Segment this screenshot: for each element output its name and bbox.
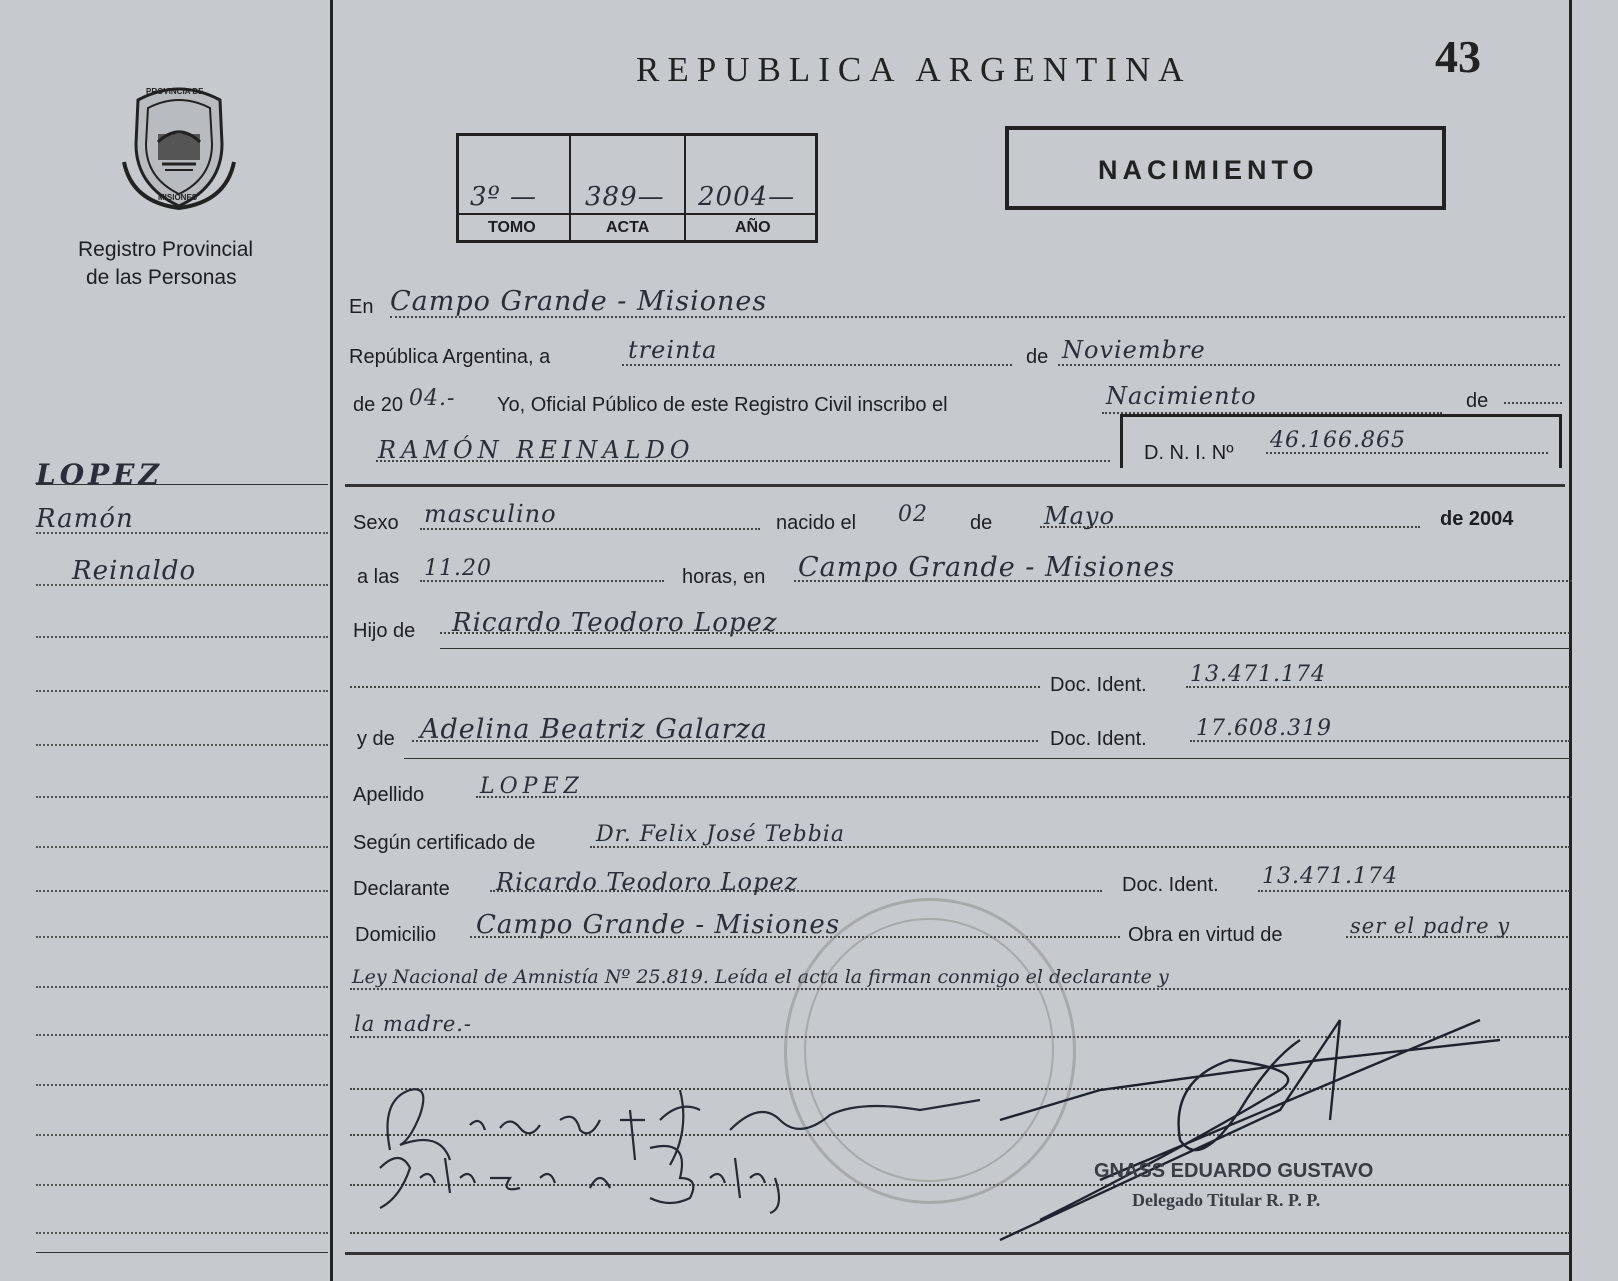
mother-name-value: Adelina Beatriz Galarza — [420, 714, 768, 745]
year-suffix-value: 04.- — [409, 386, 456, 411]
seal-caption-top: PROVINCIA DE — [146, 87, 204, 96]
mother-name-line — [412, 740, 1038, 742]
reference-box-divider-1 — [569, 136, 571, 240]
nacido-label: nacido el — [776, 512, 857, 534]
obra-label: Obra en virtud de — [1128, 924, 1283, 946]
dni-line — [1266, 452, 1548, 454]
margin-line — [36, 1184, 328, 1186]
tomo-label: TOMO — [488, 219, 536, 236]
hijo-de-label: Hijo de — [353, 620, 416, 642]
bottom-rule — [345, 1252, 1570, 1255]
birth-day-value: 02 — [898, 502, 928, 527]
birth-year-label: de 2004 — [1440, 508, 1514, 530]
mother-doc-value: 17.608.319 — [1196, 716, 1332, 741]
birth-time-value: 11.20 — [424, 556, 492, 581]
official-name: GNASS EDUARDO GUSTAVO — [1094, 1160, 1374, 1182]
birth-month-value: Mayo — [1044, 502, 1115, 530]
mother-underline — [404, 758, 1570, 759]
tomo-value: 3º — — [470, 182, 538, 212]
margin-line — [36, 796, 328, 798]
margin-line — [36, 1232, 328, 1234]
en-label: En — [349, 296, 374, 318]
declarante-line — [490, 890, 1102, 892]
mother-signature — [360, 1138, 800, 1218]
margin-line — [36, 890, 328, 892]
margin-line — [36, 636, 328, 638]
margin-line — [36, 846, 328, 848]
y-de-label: y de — [357, 728, 395, 750]
apellido-line — [476, 796, 1572, 798]
father-cont-line — [350, 686, 1040, 688]
certificado-value: Dr. Felix José Tebbia — [596, 822, 845, 847]
father-doc-value: 13.471.174 — [1190, 662, 1326, 687]
act-type-value: Nacimiento — [1106, 382, 1257, 410]
mother-doc-line — [1190, 740, 1570, 742]
official-signature — [980, 1000, 1520, 1250]
margin-surname: LOPEZ — [36, 458, 163, 491]
sexo-label: Sexo — [353, 512, 399, 534]
apellido-label: Apellido — [353, 784, 425, 806]
official-title: Delegado Titular R. P. P. — [1132, 1190, 1321, 1210]
domicilio-value: Campo Grande - Misiones — [476, 910, 841, 940]
acta-label: ACTA — [606, 219, 650, 236]
place-line — [390, 316, 1565, 318]
birth-place-value: Campo Grande - Misiones — [798, 552, 1176, 583]
reference-box-label-rule — [459, 213, 815, 215]
margin-line — [36, 936, 328, 938]
note-line-1: Ley Nacional de Amnistía Nº 25.819. Leída el acta la firman conmigo el declarante y — [352, 966, 1169, 988]
margin-second-name: Reinaldo — [72, 556, 197, 586]
birth-place-line — [794, 580, 1572, 582]
certificado-label: Según certificado de — [353, 832, 536, 854]
margin-line — [36, 584, 328, 586]
obra-value: ser el padre y — [1350, 914, 1511, 938]
child-name-line — [376, 460, 1110, 462]
ano-value: 2004— — [698, 182, 796, 212]
left-column-divider — [330, 0, 333, 1281]
birth-time-line — [420, 580, 664, 582]
apellido-value: LOPEZ — [480, 774, 584, 799]
registrar-statement: Yo, Oficial Público de este Registro Civil inscribo el — [497, 394, 948, 416]
month-value: Noviembre — [1062, 336, 1206, 364]
father-doc-line — [1186, 686, 1570, 688]
domicilio-label: Domicilio — [355, 924, 437, 946]
ano-label: AÑO — [735, 219, 771, 236]
de-label: de — [1026, 346, 1049, 368]
page-number: 43 — [1435, 31, 1481, 82]
declarante-label: Declarante — [353, 878, 450, 900]
month-line — [1058, 364, 1560, 366]
dni-label: D. N. I. Nº — [1144, 442, 1234, 464]
name-block-rule — [345, 484, 1565, 487]
de-year-label: de 20 — [353, 394, 404, 416]
de-label-3: de — [970, 512, 993, 534]
place-value: Campo Grande - Misiones — [390, 286, 768, 317]
acta-value: 389— — [585, 182, 665, 212]
margin-line — [36, 986, 328, 988]
margin-first-name: Ramón — [36, 504, 134, 534]
certificado-line — [590, 846, 1570, 848]
doc-ident-label-1: Doc. Ident. — [1050, 674, 1147, 696]
day-line — [622, 364, 1012, 366]
sexo-value: masculino — [424, 500, 557, 528]
de-line-2 — [1504, 402, 1562, 404]
country-heading: REPUBLICA ARGENTINA — [636, 50, 1192, 89]
registry-name-line2: de las Personas — [86, 266, 237, 289]
declarante-doc-value: 13.471.174 — [1262, 864, 1398, 889]
declarante-value: Ricardo Teodoro Lopez — [496, 868, 799, 896]
sexo-line — [420, 528, 760, 530]
margin-bottom-rule — [36, 1252, 328, 1253]
child-name-value: RAMÓN REINALDO — [378, 436, 695, 464]
birth-month-line — [1040, 526, 1420, 528]
dni-value: 46.166.865 — [1270, 428, 1406, 453]
day-value: treinta — [628, 336, 718, 364]
father-underline — [440, 648, 1570, 649]
a-las-label: a las — [357, 566, 400, 588]
doc-ident-label-2: Doc. Ident. — [1050, 728, 1147, 750]
obra-line — [1346, 936, 1568, 938]
margin-line — [36, 744, 328, 746]
father-name-line — [440, 632, 1570, 634]
margin-line — [36, 690, 328, 692]
margin-line — [36, 1134, 328, 1136]
de-label-2: de — [1466, 390, 1489, 412]
declarante-doc-line — [1258, 890, 1570, 892]
horas-label: horas, en — [682, 566, 766, 588]
margin-line — [36, 532, 328, 534]
father-name-value: Ricardo Teodoro Lopez — [452, 608, 778, 638]
reference-box-divider-2 — [684, 136, 686, 240]
registry-name-line1: Registro Provincial — [78, 238, 254, 261]
note-line-2: la madre.- — [354, 1012, 473, 1036]
margin-surname-rule — [36, 484, 328, 485]
doc-ident-label-3: Doc. Ident. — [1122, 874, 1219, 896]
margin-line — [36, 1084, 328, 1086]
record-type-label: NACIMIENTO — [1098, 155, 1319, 185]
seal-caption-bottom: MISIONES — [158, 193, 198, 202]
republica-label: República Argentina, a — [349, 346, 551, 368]
margin-line — [36, 1034, 328, 1036]
